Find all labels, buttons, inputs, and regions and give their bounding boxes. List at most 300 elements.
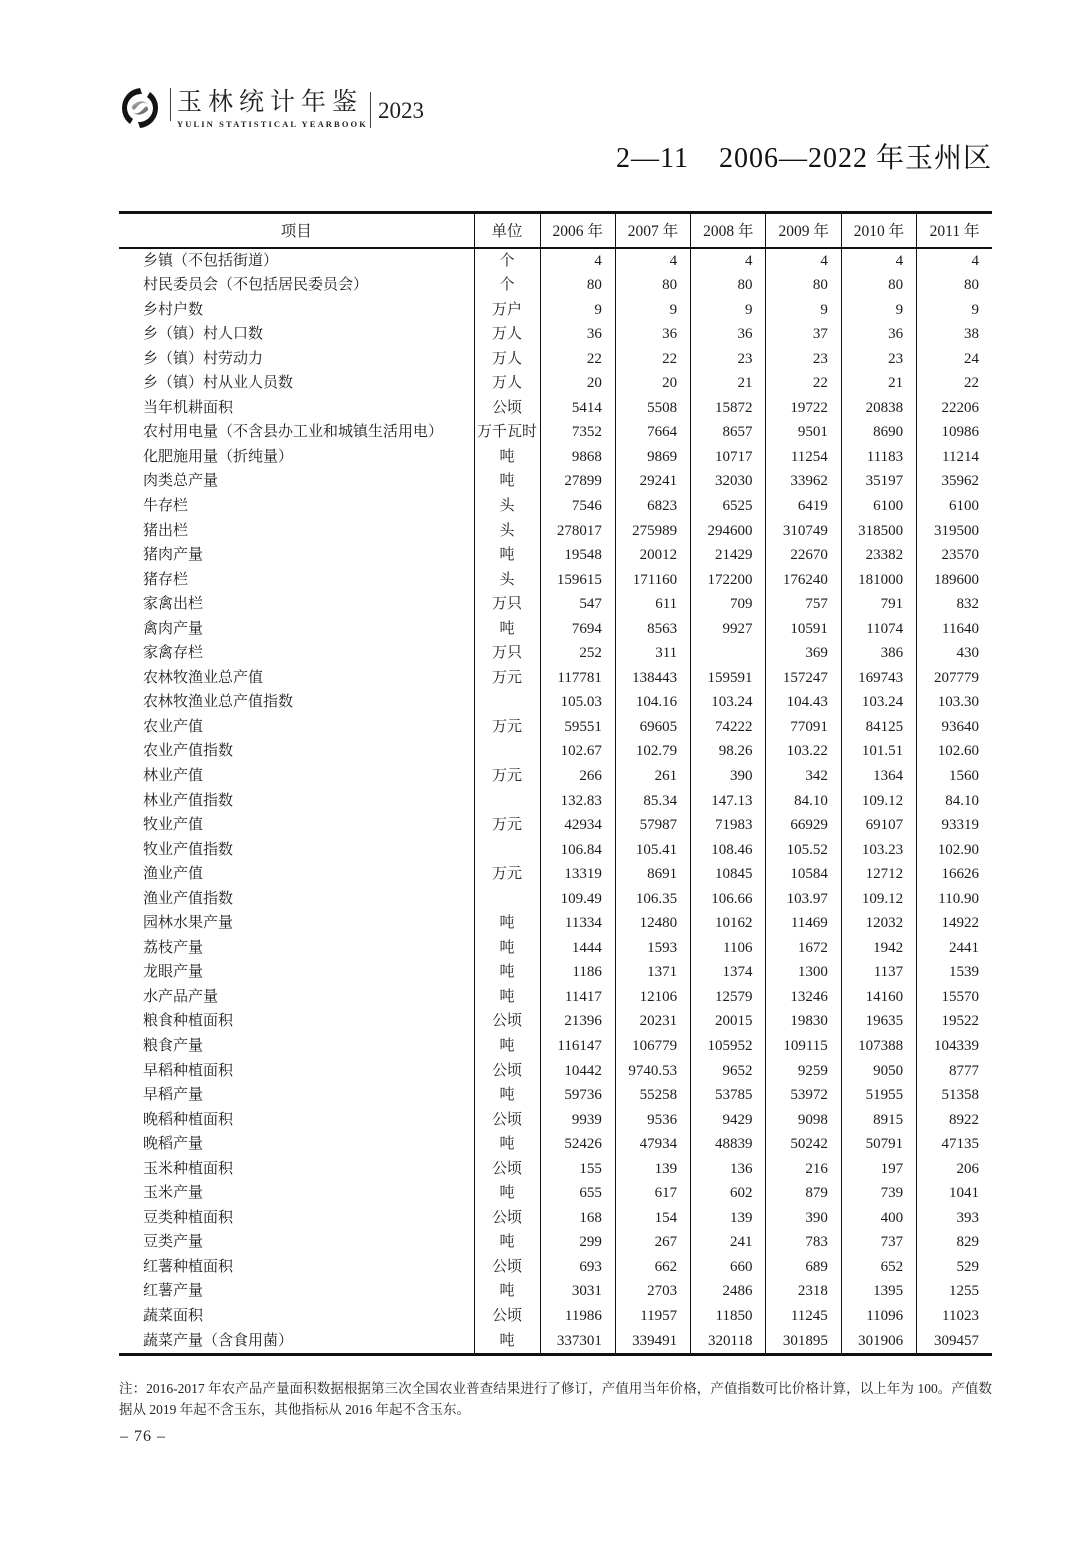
table-row <box>119 838 992 863</box>
unit-cell: 吨 <box>474 1279 540 1304</box>
value-cell: 102.79 <box>615 739 690 764</box>
value-cell: 21396 <box>540 1009 615 1034</box>
value-cell: 12106 <box>615 985 690 1010</box>
value-cell: 318500 <box>841 519 916 544</box>
value-cell: 132.83 <box>540 789 615 814</box>
value-cell: 159615 <box>540 568 615 593</box>
unit-cell: 头 <box>474 519 540 544</box>
value-cell: 6525 <box>691 494 766 519</box>
value-cell: 1593 <box>615 936 690 961</box>
unit-cell: 吨 <box>474 617 540 642</box>
unit-cell <box>474 690 540 715</box>
value-cell: 216 <box>766 1157 841 1182</box>
unit-cell: 万元 <box>474 715 540 740</box>
value-cell: 80 <box>615 273 690 298</box>
value-cell: 103.22 <box>766 739 841 764</box>
value-cell: 53972 <box>766 1083 841 1108</box>
value-cell: 172200 <box>691 568 766 593</box>
value-cell: 102.90 <box>917 838 992 863</box>
value-cell: 80 <box>540 273 615 298</box>
item-cell: 早稻产量 <box>143 1087 204 1104</box>
value-cell: 22 <box>766 371 841 396</box>
value-cell: 117781 <box>540 666 615 691</box>
value-cell: 13319 <box>540 862 615 887</box>
value-cell: 9 <box>766 298 841 323</box>
table-row <box>119 1206 992 1231</box>
value-cell: 9098 <box>766 1108 841 1133</box>
value-cell: 55258 <box>615 1083 690 1108</box>
item-cell: 牧业产值 <box>143 817 204 834</box>
table-row <box>119 1059 992 1084</box>
value-cell: 84.10 <box>766 789 841 814</box>
value-cell: 84.10 <box>917 789 992 814</box>
value-cell: 23382 <box>841 543 916 568</box>
value-cell: 104339 <box>917 1034 992 1059</box>
value-cell: 15872 <box>691 396 766 421</box>
item-cell: 蔬菜产量（含食用菌） <box>143 1332 294 1349</box>
value-cell: 832 <box>917 592 992 617</box>
value-cell: 320118 <box>691 1329 766 1355</box>
value-cell: 1186 <box>540 960 615 985</box>
value-cell: 23 <box>766 347 841 372</box>
table-row <box>119 322 992 347</box>
item-cell: 农林牧渔业总产值指数 <box>143 694 294 711</box>
table-header-row <box>119 213 992 248</box>
unit-cell: 万户 <box>474 298 540 323</box>
value-cell: 430 <box>917 641 992 666</box>
value-cell: 104.16 <box>615 690 690 715</box>
value-cell: 157247 <box>766 666 841 691</box>
value-cell: 11334 <box>540 911 615 936</box>
value-cell: 69107 <box>841 813 916 838</box>
brand-edition-year: 2023 <box>377 98 424 123</box>
item-cell: 猪肉产量 <box>143 547 204 564</box>
unit-cell <box>474 887 540 912</box>
value-cell: 339491 <box>615 1329 690 1355</box>
value-cell: 9 <box>917 298 992 323</box>
value-cell: 20012 <box>615 543 690 568</box>
unit-cell: 公顷 <box>474 1304 540 1329</box>
value-cell: 9 <box>540 298 615 323</box>
value-cell: 9259 <box>766 1059 841 1084</box>
value-cell: 154 <box>615 1206 690 1231</box>
column-header-2010: 2010 年 <box>841 213 916 248</box>
value-cell: 8777 <box>917 1059 992 1084</box>
table-footnote: 注：2016-2017 年农产品产量面积数据根据第三次全国农业普查结果进行了修订，产值用当年价格，产值指数可比价格计算，以上年为 100。产值数据从 2019 年起不含玉东，其他指标从 2016 年起不含玉东。 <box>119 1381 992 1417</box>
value-cell: 261 <box>615 764 690 789</box>
value-cell: 1374 <box>691 960 766 985</box>
value-cell: 66929 <box>766 813 841 838</box>
value-cell: 29241 <box>615 469 690 494</box>
value-cell: 1395 <box>841 1279 916 1304</box>
unit-cell: 个 <box>474 273 540 298</box>
unit-cell: 万人 <box>474 371 540 396</box>
page-number: – 76 – <box>120 1428 166 1445</box>
unit-cell: 万千瓦时 <box>474 420 540 445</box>
value-cell: 42934 <box>540 813 615 838</box>
value-cell: 147.13 <box>691 789 766 814</box>
value-cell: 109.12 <box>841 789 916 814</box>
value-cell: 1444 <box>540 936 615 961</box>
value-cell: 189600 <box>917 568 992 593</box>
value-cell: 602 <box>691 1181 766 1206</box>
item-cell: 玉米产量 <box>143 1185 204 1202</box>
value-cell: 252 <box>540 641 615 666</box>
value-cell: 9050 <box>841 1059 916 1084</box>
item-cell: 红薯产量 <box>143 1283 204 1300</box>
value-cell: 47135 <box>917 1132 992 1157</box>
table-row <box>119 592 992 617</box>
unit-cell: 吨 <box>474 1132 540 1157</box>
unit-cell: 吨 <box>474 936 540 961</box>
value-cell: 50791 <box>841 1132 916 1157</box>
column-header-2006: 2006 年 <box>540 213 615 248</box>
value-cell: 7664 <box>615 420 690 445</box>
value-cell: 37 <box>766 322 841 347</box>
unit-cell: 万元 <box>474 764 540 789</box>
value-cell: 9939 <box>540 1108 615 1133</box>
value-cell: 311 <box>615 641 690 666</box>
value-cell: 12579 <box>691 985 766 1010</box>
value-cell: 207779 <box>917 666 992 691</box>
unit-cell: 公顷 <box>474 1108 540 1133</box>
unit-cell: 吨 <box>474 1181 540 1206</box>
unit-cell <box>474 789 540 814</box>
value-cell: 74222 <box>691 715 766 740</box>
item-cell: 粮食产量 <box>143 1038 204 1054</box>
value-cell: 103.24 <box>841 690 916 715</box>
value-cell: 386 <box>841 641 916 666</box>
value-cell: 4 <box>540 248 615 274</box>
value-cell: 27899 <box>540 469 615 494</box>
value-cell: 69605 <box>615 715 690 740</box>
table-row <box>119 445 992 470</box>
value-cell: 80 <box>841 273 916 298</box>
value-cell: 11640 <box>917 617 992 642</box>
table-row <box>119 248 992 274</box>
value-cell: 93319 <box>917 813 992 838</box>
item-cell: 豆类产量 <box>143 1234 204 1251</box>
value-cell: 109.12 <box>841 887 916 912</box>
value-cell: 266 <box>540 764 615 789</box>
value-cell: 38 <box>917 322 992 347</box>
value-cell: 652 <box>841 1255 916 1280</box>
value-cell: 709 <box>691 592 766 617</box>
value-cell: 617 <box>615 1181 690 1206</box>
table-row <box>119 371 992 396</box>
value-cell: 176240 <box>766 568 841 593</box>
unit-cell: 公顷 <box>474 396 540 421</box>
item-cell: 早稻种植面积 <box>143 1062 234 1079</box>
value-cell: 108.46 <box>691 838 766 863</box>
value-cell: 1137 <box>841 960 916 985</box>
item-cell: 当年机耕面积 <box>143 399 234 416</box>
value-cell: 11469 <box>766 911 841 936</box>
value-cell: 50242 <box>766 1132 841 1157</box>
value-cell: 110.90 <box>917 887 992 912</box>
table-row <box>119 1108 992 1133</box>
value-cell: 241 <box>691 1230 766 1255</box>
table-row <box>119 568 992 593</box>
value-cell: 105.52 <box>766 838 841 863</box>
unit-cell: 万只 <box>474 641 540 666</box>
value-cell: 59551 <box>540 715 615 740</box>
value-cell: 101.51 <box>841 739 916 764</box>
item-cell: 玉米种植面积 <box>143 1160 234 1177</box>
unit-cell: 吨 <box>474 911 540 936</box>
item-cell: 晚稻种植面积 <box>143 1111 234 1128</box>
item-cell: 农业产值 <box>143 718 204 735</box>
value-cell: 106.84 <box>540 838 615 863</box>
value-cell: 369 <box>766 641 841 666</box>
value-cell: 35197 <box>841 469 916 494</box>
value-cell: 22206 <box>917 396 992 421</box>
value-cell: 139 <box>691 1206 766 1231</box>
value-cell: 53785 <box>691 1083 766 1108</box>
value-cell: 109.49 <box>540 887 615 912</box>
value-cell: 36 <box>691 322 766 347</box>
value-cell: 33962 <box>766 469 841 494</box>
value-cell: 1942 <box>841 936 916 961</box>
table-row <box>119 887 992 912</box>
value-cell: 9927 <box>691 617 766 642</box>
value-cell: 301895 <box>766 1329 841 1355</box>
unit-cell: 公顷 <box>474 1157 540 1182</box>
value-cell: 11183 <box>841 445 916 470</box>
value-cell: 77091 <box>766 715 841 740</box>
value-cell: 9536 <box>615 1108 690 1133</box>
value-cell: 12712 <box>841 862 916 887</box>
value-cell: 85.34 <box>615 789 690 814</box>
unit-cell <box>474 739 540 764</box>
value-cell: 181000 <box>841 568 916 593</box>
value-cell: 103.30 <box>917 690 992 715</box>
value-cell: 19635 <box>841 1009 916 1034</box>
value-cell: 275989 <box>615 519 690 544</box>
value-cell: 71983 <box>691 813 766 838</box>
value-cell: 98.26 <box>691 739 766 764</box>
unit-cell: 吨 <box>474 543 540 568</box>
value-cell: 48839 <box>691 1132 766 1157</box>
value-cell: 4 <box>615 248 690 274</box>
value-cell: 1106 <box>691 936 766 961</box>
unit-cell: 万元 <box>474 862 540 887</box>
value-cell: 20015 <box>691 1009 766 1034</box>
unit-cell: 万只 <box>474 592 540 617</box>
item-cell: 家禽存栏 <box>143 645 204 662</box>
value-cell: 16626 <box>917 862 992 887</box>
value-cell: 5414 <box>540 396 615 421</box>
value-cell: 8691 <box>615 862 690 887</box>
value-cell: 611 <box>615 592 690 617</box>
value-cell: 35962 <box>917 469 992 494</box>
value-cell: 1255 <box>917 1279 992 1304</box>
value-cell: 2318 <box>766 1279 841 1304</box>
value-cell: 9 <box>841 298 916 323</box>
item-cell: 渔业产值 <box>143 866 204 883</box>
item-cell: 猪出栏 <box>143 522 189 539</box>
value-cell: 52426 <box>540 1132 615 1157</box>
value-cell: 11074 <box>841 617 916 642</box>
unit-cell: 吨 <box>474 1083 540 1108</box>
value-cell: 662 <box>615 1255 690 1280</box>
table-row <box>119 1181 992 1206</box>
value-cell: 390 <box>766 1206 841 1231</box>
value-cell: 80 <box>691 273 766 298</box>
item-cell: 牛存栏 <box>143 497 189 514</box>
value-cell: 9869 <box>615 445 690 470</box>
value-cell: 1672 <box>766 936 841 961</box>
value-cell: 23 <box>841 347 916 372</box>
value-cell: 51358 <box>917 1083 992 1108</box>
value-cell: 20838 <box>841 396 916 421</box>
column-header-2009: 2009 年 <box>766 213 841 248</box>
value-cell: 529 <box>917 1255 992 1280</box>
value-cell: 310749 <box>766 519 841 544</box>
value-cell: 19722 <box>766 396 841 421</box>
value-cell: 23570 <box>917 543 992 568</box>
table-row <box>119 494 992 519</box>
value-cell: 6100 <box>917 494 992 519</box>
value-cell: 103.24 <box>691 690 766 715</box>
item-cell: 家禽出栏 <box>143 596 204 613</box>
table-row <box>119 543 992 568</box>
unit-cell: 万元 <box>474 666 540 691</box>
value-cell: 267 <box>615 1230 690 1255</box>
value-cell: 80 <box>917 273 992 298</box>
table-row <box>119 985 992 1010</box>
item-cell: 牧业产值指数 <box>143 841 234 858</box>
item-cell: 农业产值指数 <box>143 743 234 760</box>
value-cell: 21 <box>841 371 916 396</box>
table-row <box>119 1009 992 1034</box>
value-cell: 171160 <box>615 568 690 593</box>
value-cell: 757 <box>766 592 841 617</box>
table-row <box>119 739 992 764</box>
value-cell: 103.23 <box>841 838 916 863</box>
item-cell: 蔬菜面积 <box>143 1308 204 1325</box>
table-row <box>119 1034 992 1059</box>
item-cell: 肉类总产量 <box>143 473 219 490</box>
value-cell: 689 <box>766 1255 841 1280</box>
unit-cell: 吨 <box>474 960 540 985</box>
value-cell: 19548 <box>540 543 615 568</box>
item-cell: 乡（镇）村从业人员数 <box>143 375 294 392</box>
value-cell: 15570 <box>917 985 992 1010</box>
value-cell: 9 <box>691 298 766 323</box>
value-cell: 309457 <box>917 1329 992 1355</box>
value-cell: 36 <box>841 322 916 347</box>
value-cell: 14160 <box>841 985 916 1010</box>
table-row <box>119 813 992 838</box>
value-cell: 102.60 <box>917 739 992 764</box>
item-cell: 龙眼产量 <box>143 964 204 981</box>
table-title-text: 2006—2022 年玉州区 <box>718 143 992 174</box>
table-row <box>119 641 992 666</box>
table-row <box>119 1132 992 1157</box>
item-cell: 豆类种植面积 <box>143 1209 234 1226</box>
value-cell: 829 <box>917 1230 992 1255</box>
value-cell: 21429 <box>691 543 766 568</box>
table-row <box>119 617 992 642</box>
value-cell: 107388 <box>841 1034 916 1059</box>
brand-header <box>116 82 424 132</box>
value-cell: 10162 <box>691 911 766 936</box>
value-cell: 3031 <box>540 1279 615 1304</box>
value-cell: 9740.53 <box>615 1059 690 1084</box>
table-row <box>119 469 992 494</box>
table-row <box>119 789 992 814</box>
value-cell: 390 <box>691 764 766 789</box>
item-cell: 乡（镇）村劳动力 <box>143 350 264 367</box>
table-row <box>119 1230 992 1255</box>
item-cell: 猪存栏 <box>143 571 189 588</box>
value-cell: 10584 <box>766 862 841 887</box>
value-cell: 20 <box>615 371 690 396</box>
value-cell: 8922 <box>917 1108 992 1133</box>
value-cell: 8563 <box>615 617 690 642</box>
item-cell: 荔枝产量 <box>143 939 204 956</box>
value-cell: 105952 <box>691 1034 766 1059</box>
table-row <box>119 911 992 936</box>
value-cell: 47934 <box>615 1132 690 1157</box>
value-cell: 1539 <box>917 960 992 985</box>
value-cell: 21 <box>691 371 766 396</box>
value-cell: 6100 <box>841 494 916 519</box>
value-cell: 547 <box>540 592 615 617</box>
unit-cell: 公顷 <box>474 1255 540 1280</box>
value-cell: 11214 <box>917 445 992 470</box>
unit-cell: 吨 <box>474 445 540 470</box>
table-row <box>119 1329 992 1355</box>
unit-cell: 公顷 <box>474 1059 540 1084</box>
item-cell: 农林牧渔业总产值 <box>143 669 264 686</box>
table-body <box>119 248 992 1355</box>
value-cell: 23 <box>691 347 766 372</box>
value-cell: 22670 <box>766 543 841 568</box>
value-cell: 7546 <box>540 494 615 519</box>
value-cell: 106779 <box>615 1034 690 1059</box>
value-cell: 4 <box>841 248 916 274</box>
value-cell: 1560 <box>917 764 992 789</box>
value-cell: 59736 <box>540 1083 615 1108</box>
value-cell: 1300 <box>766 960 841 985</box>
unit-cell: 吨 <box>474 985 540 1010</box>
unit-cell: 万人 <box>474 347 540 372</box>
unit-cell: 吨 <box>474 1230 540 1255</box>
unit-cell: 吨 <box>474 469 540 494</box>
value-cell: 337301 <box>540 1329 615 1355</box>
value-cell: 11957 <box>615 1304 690 1329</box>
table-row <box>119 936 992 961</box>
unit-cell: 万人 <box>474 322 540 347</box>
unit-cell: 头 <box>474 568 540 593</box>
value-cell: 22 <box>615 347 690 372</box>
value-cell: 10591 <box>766 617 841 642</box>
unit-cell: 吨 <box>474 1034 540 1059</box>
value-cell: 12480 <box>615 911 690 936</box>
value-cell: 102.67 <box>540 739 615 764</box>
value-cell: 6419 <box>766 494 841 519</box>
table-row <box>119 347 992 372</box>
unit-cell: 万元 <box>474 813 540 838</box>
value-cell: 11245 <box>766 1304 841 1329</box>
value-cell: 103.97 <box>766 887 841 912</box>
value-cell: 8690 <box>841 420 916 445</box>
value-cell: 11850 <box>691 1304 766 1329</box>
item-cell: 农村用电量（不含县办工业和城镇生活用电） <box>143 424 444 441</box>
brand-title-english: YULIN STATISTICAL YEARBOOK <box>177 119 368 129</box>
